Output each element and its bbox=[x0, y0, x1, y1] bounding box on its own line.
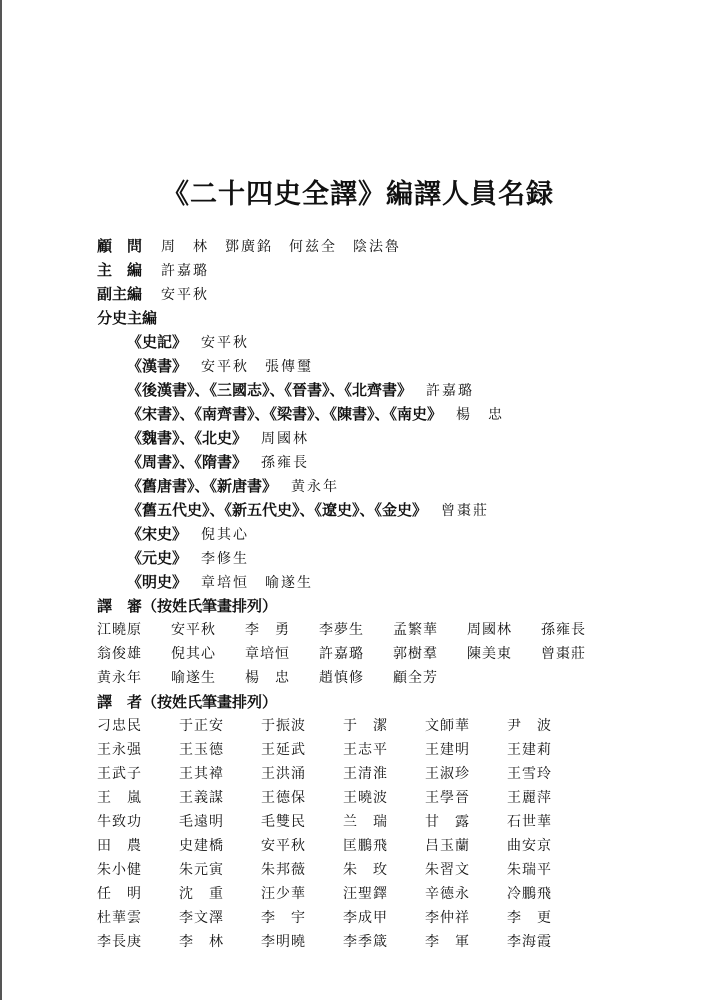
editor-names: 周國林 bbox=[261, 431, 310, 447]
translator-name: 李仲祥 bbox=[425, 910, 470, 926]
reviewers-heading bbox=[97, 594, 277, 618]
translator-name: 田 農 bbox=[97, 838, 142, 854]
editor-names: 許嘉璐 bbox=[426, 383, 475, 399]
translator-name: 文師華 bbox=[425, 718, 470, 734]
translator-name: 王永强 bbox=[97, 742, 142, 758]
book-titles: 《明史》 bbox=[127, 573, 188, 591]
translator-name: 李季箴 bbox=[343, 934, 388, 950]
translator-name: 王武子 bbox=[97, 766, 142, 782]
translator-name-row bbox=[97, 738, 589, 762]
deputy-editor-label: 副主編 bbox=[97, 285, 143, 303]
reviewer-name: 趙慎修 bbox=[319, 670, 364, 686]
book-titles: 《舊五代史》、《新五代史》、《遼史》、《金史》 bbox=[127, 501, 428, 519]
translator-name: 史建橋 bbox=[179, 838, 224, 854]
translator-name: 王志平 bbox=[343, 742, 388, 758]
translator-name: 王 嵐 bbox=[97, 790, 142, 806]
editor-names: 楊 忠 bbox=[456, 407, 505, 423]
section-editor-row bbox=[127, 330, 249, 354]
advisors-line bbox=[97, 234, 401, 258]
reviewer-name: 章培恒 bbox=[245, 646, 290, 662]
section-editor-row bbox=[127, 426, 309, 450]
advisors-label: 顧 問 bbox=[97, 237, 143, 255]
translator-name: 毛雙民 bbox=[261, 814, 306, 830]
reviewer-name: 黄永年 bbox=[97, 670, 142, 686]
translator-name: 王學晉 bbox=[425, 790, 470, 806]
translator-name: 甘 露 bbox=[425, 814, 470, 830]
translator-name: 王清淮 bbox=[343, 766, 388, 782]
translators-heading bbox=[97, 690, 277, 714]
translator-name: 朱邦薇 bbox=[261, 862, 306, 878]
reviewer-name-row bbox=[97, 642, 615, 666]
reviewer-name: 曾棗莊 bbox=[541, 646, 586, 662]
section-editors-heading bbox=[97, 306, 157, 330]
translator-name: 于振波 bbox=[261, 718, 306, 734]
translator-name: 于正安 bbox=[179, 718, 224, 734]
translator-name: 王曉波 bbox=[343, 790, 388, 806]
page-title: 《二十四史全譯》編譯人員名録 bbox=[162, 179, 554, 210]
book-titles: 《宋書》、《南齊書》、《梁書》、《陳書》、《南史》 bbox=[127, 405, 443, 423]
translator-name: 王建明 bbox=[425, 742, 470, 758]
translator-name: 任 明 bbox=[97, 886, 142, 902]
translator-name: 安平秋 bbox=[261, 838, 306, 854]
book-titles: 《周書》、《隋書》 bbox=[127, 453, 248, 471]
reviewer-name: 孫雍長 bbox=[541, 622, 586, 638]
page-edge-rule bbox=[0, 0, 2, 1000]
reviewer-name-row bbox=[97, 666, 615, 690]
reviewer-name: 孟繁華 bbox=[393, 622, 438, 638]
translator-name: 朱 玫 bbox=[343, 862, 388, 878]
translator-name: 李 更 bbox=[507, 910, 552, 926]
chief-editor-line bbox=[97, 258, 209, 282]
chief-editor-label: 主 編 bbox=[97, 261, 143, 279]
section-editor-row bbox=[127, 354, 313, 378]
translator-name-row bbox=[97, 786, 589, 810]
book-titles: 《宋史》 bbox=[127, 525, 188, 543]
reviewer-name: 李夢生 bbox=[319, 622, 364, 638]
book-titles: 《舊唐書》、《新唐書》 bbox=[127, 477, 278, 495]
translator-name: 李 軍 bbox=[425, 934, 470, 950]
translators-grid bbox=[97, 714, 589, 954]
reviewer-name: 江曉原 bbox=[97, 622, 142, 638]
translator-name: 辛德永 bbox=[425, 886, 470, 902]
translator-name: 李文澤 bbox=[179, 910, 224, 926]
translator-name: 王雪玲 bbox=[507, 766, 552, 782]
book-titles: 《元史》 bbox=[127, 549, 188, 567]
translator-name: 吕玉蘭 bbox=[425, 838, 470, 854]
reviewer-name-row bbox=[97, 618, 615, 642]
translator-name: 王其褘 bbox=[179, 766, 224, 782]
translator-name: 牛致功 bbox=[97, 814, 142, 830]
reviewers-label: 譯 審（按姓氏筆畫排列） bbox=[97, 597, 278, 615]
translator-name: 王洪涌 bbox=[261, 766, 306, 782]
section-editors-label: 分史主編 bbox=[97, 309, 158, 327]
reviewer-name: 周國林 bbox=[467, 622, 512, 638]
advisors-names: 周 林 鄧廣銘 何兹全 陰法魯 bbox=[161, 239, 401, 255]
translator-name: 王延武 bbox=[261, 742, 306, 758]
deputy-editor-line bbox=[97, 282, 209, 306]
book-titles: 《漢書》 bbox=[127, 357, 188, 375]
translator-name-row bbox=[97, 762, 589, 786]
reviewer-name: 楊 忠 bbox=[245, 670, 290, 686]
translator-name: 朱小健 bbox=[97, 862, 142, 878]
translator-name-row bbox=[97, 714, 589, 738]
reviewer-name: 陳美東 bbox=[467, 646, 512, 662]
reviewers-grid bbox=[97, 618, 615, 690]
translator-name: 毛遠明 bbox=[179, 814, 224, 830]
translator-name: 石世華 bbox=[507, 814, 552, 830]
book-titles: 《後漢書》、《三國志》、《晉書》、《北齊書》 bbox=[127, 381, 413, 399]
reviewer-name: 李 勇 bbox=[245, 622, 290, 638]
translator-name: 李明曉 bbox=[261, 934, 306, 950]
translator-name: 汪聖鐸 bbox=[343, 886, 388, 902]
reviewer-name: 安平秋 bbox=[171, 622, 216, 638]
translator-name: 王德保 bbox=[261, 790, 306, 806]
translator-name: 冷鵬飛 bbox=[507, 886, 552, 902]
reviewer-name: 喻遂生 bbox=[171, 670, 216, 686]
editor-names: 曾棗莊 bbox=[441, 503, 490, 519]
editor-names: 孫雍長 bbox=[261, 455, 310, 471]
section-editor-row bbox=[127, 450, 309, 474]
deputy-editor-name: 安平秋 bbox=[161, 287, 209, 303]
editor-names: 安平秋 bbox=[201, 335, 250, 351]
reviewer-name: 顧全芳 bbox=[393, 670, 438, 686]
translator-name-row bbox=[97, 858, 589, 882]
translator-name: 朱元寅 bbox=[179, 862, 224, 878]
translator-name: 王建莉 bbox=[507, 742, 552, 758]
editor-names: 章培恒 喻遂生 bbox=[201, 575, 314, 591]
translator-name-row bbox=[97, 906, 589, 930]
translator-name: 王玉德 bbox=[179, 742, 224, 758]
translator-name: 汪少華 bbox=[261, 886, 306, 902]
translators-label: 譯 者（按姓氏筆畫排列） bbox=[97, 693, 278, 711]
translator-name: 王義謀 bbox=[179, 790, 224, 806]
editor-names: 倪其心 bbox=[201, 527, 250, 543]
editor-names: 黄永年 bbox=[291, 479, 340, 495]
translator-name: 李成甲 bbox=[343, 910, 388, 926]
section-editor-row bbox=[127, 498, 489, 522]
translator-name: 李 宇 bbox=[261, 910, 306, 926]
translator-name: 朱習文 bbox=[425, 862, 470, 878]
translator-name: 匡鵬飛 bbox=[343, 838, 388, 854]
editor-names: 安平秋 張傳璽 bbox=[201, 359, 314, 375]
translator-name: 朱瑞平 bbox=[507, 862, 552, 878]
translator-name: 李海霞 bbox=[507, 934, 552, 950]
section-editor-row bbox=[127, 522, 249, 546]
translator-name-row bbox=[97, 810, 589, 834]
reviewer-name: 許嘉璐 bbox=[319, 646, 364, 662]
translator-name: 李 林 bbox=[179, 934, 224, 950]
translator-name: 王麗萍 bbox=[507, 790, 552, 806]
translator-name: 曲安京 bbox=[507, 838, 552, 854]
editor-names: 李修生 bbox=[201, 551, 250, 567]
section-editor-row bbox=[127, 570, 313, 594]
translator-name: 杜華雲 bbox=[97, 910, 142, 926]
translator-name-row bbox=[97, 930, 589, 954]
translator-name: 李長庚 bbox=[97, 934, 142, 950]
section-editor-row bbox=[127, 546, 249, 570]
reviewer-name: 翁俊雄 bbox=[97, 646, 142, 662]
translator-name: 刁忠民 bbox=[97, 718, 142, 734]
translator-name: 尹 波 bbox=[507, 718, 552, 734]
book-titles: 《魏書》、《北史》 bbox=[127, 429, 248, 447]
translator-name-row bbox=[97, 834, 589, 858]
translator-name: 于 潔 bbox=[343, 718, 388, 734]
section-editor-row bbox=[127, 378, 474, 402]
chief-editor-name: 許嘉璐 bbox=[161, 263, 209, 279]
reviewer-name: 郭樹羣 bbox=[393, 646, 438, 662]
translator-name: 沈 重 bbox=[179, 886, 224, 902]
section-editor-row bbox=[127, 402, 504, 426]
reviewer-name: 倪其心 bbox=[171, 646, 216, 662]
translator-name: 兰 瑞 bbox=[343, 814, 388, 830]
book-titles: 《史記》 bbox=[127, 333, 188, 351]
translator-name-row bbox=[97, 882, 589, 906]
translator-name: 王淑珍 bbox=[425, 766, 470, 782]
section-editor-row bbox=[127, 474, 339, 498]
